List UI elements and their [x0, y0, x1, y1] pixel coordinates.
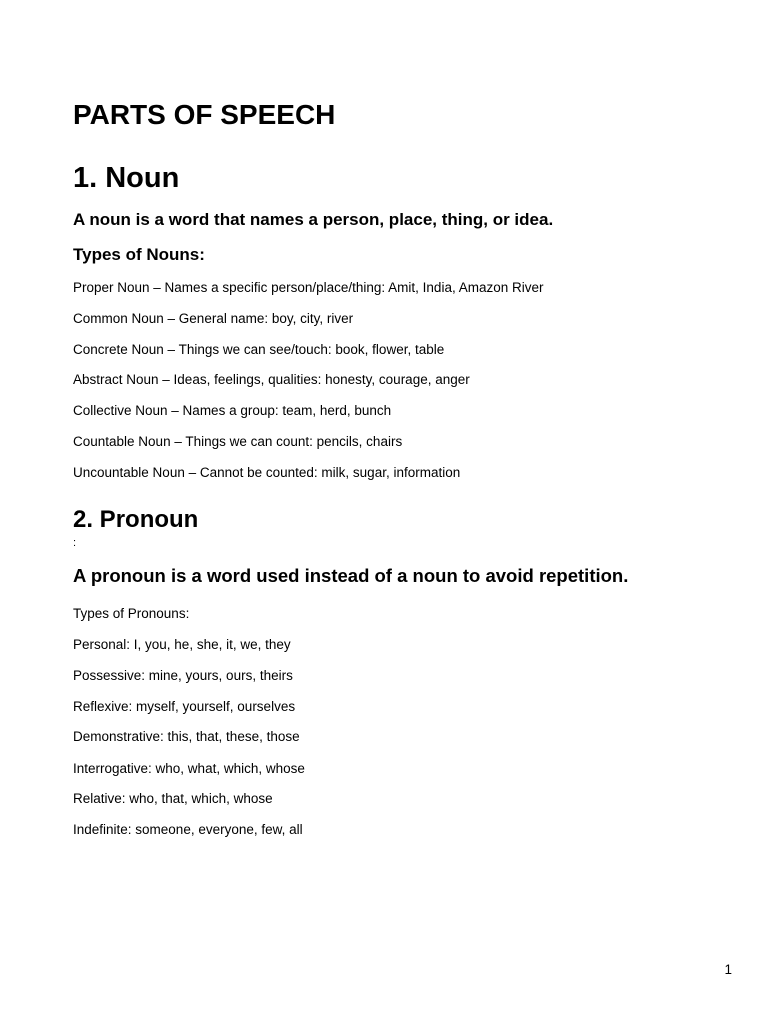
pronoun-type-item: Relative: who, that, which, whose [73, 791, 273, 806]
noun-types-heading: Types of Nouns: [73, 245, 205, 264]
pronoun-types-heading: Types of Pronouns: [73, 606, 190, 621]
document-title: PARTS OF SPEECH [73, 99, 336, 130]
pronoun-type-item: Interrogative: who, what, which, whose [73, 761, 305, 776]
noun-type-item: Proper Noun – Names a specific person/place/thing: Amit, India, Amazon River [73, 280, 544, 295]
noun-type-item: Abstract Noun – Ideas, feelings, qualities: honesty, courage, anger [73, 372, 470, 387]
stray-colon: : [73, 537, 77, 549]
pronoun-type-item: Demonstrative: this, that, these, those [73, 729, 300, 744]
noun-type-item: Common Noun – General name: boy, city, river [73, 311, 354, 326]
pronoun-definition: A pronoun is a word used instead of a noun to avoid repetition. [73, 565, 629, 586]
pronoun-type-item: Indefinite: someone, everyone, few, all [73, 822, 303, 837]
noun-definition: A noun is a word that names a person, place, thing, or idea. [73, 210, 554, 229]
noun-heading: 1. Noun [73, 162, 180, 194]
pronoun-type-item: Possessive: mine, yours, ours, theirs [73, 668, 293, 683]
pronoun-heading: 2. Pronoun [73, 506, 199, 533]
pronoun-type-item: Reflexive: myself, yourself, ourselves [73, 699, 296, 714]
pronoun-type-item: Personal: I, you, he, she, it, we, they [73, 637, 291, 652]
noun-type-item: Countable Noun – Things we can count: pencils, chairs [73, 434, 403, 449]
noun-type-item: Concrete Noun – Things we can see/touch: book, flower, table [73, 342, 445, 357]
noun-type-item: Collective Noun – Names a group: team, herd, bunch [73, 403, 392, 418]
page-number: 1 [724, 962, 732, 977]
noun-type-item: Uncountable Noun – Cannot be counted: milk, sugar, information [73, 465, 461, 480]
